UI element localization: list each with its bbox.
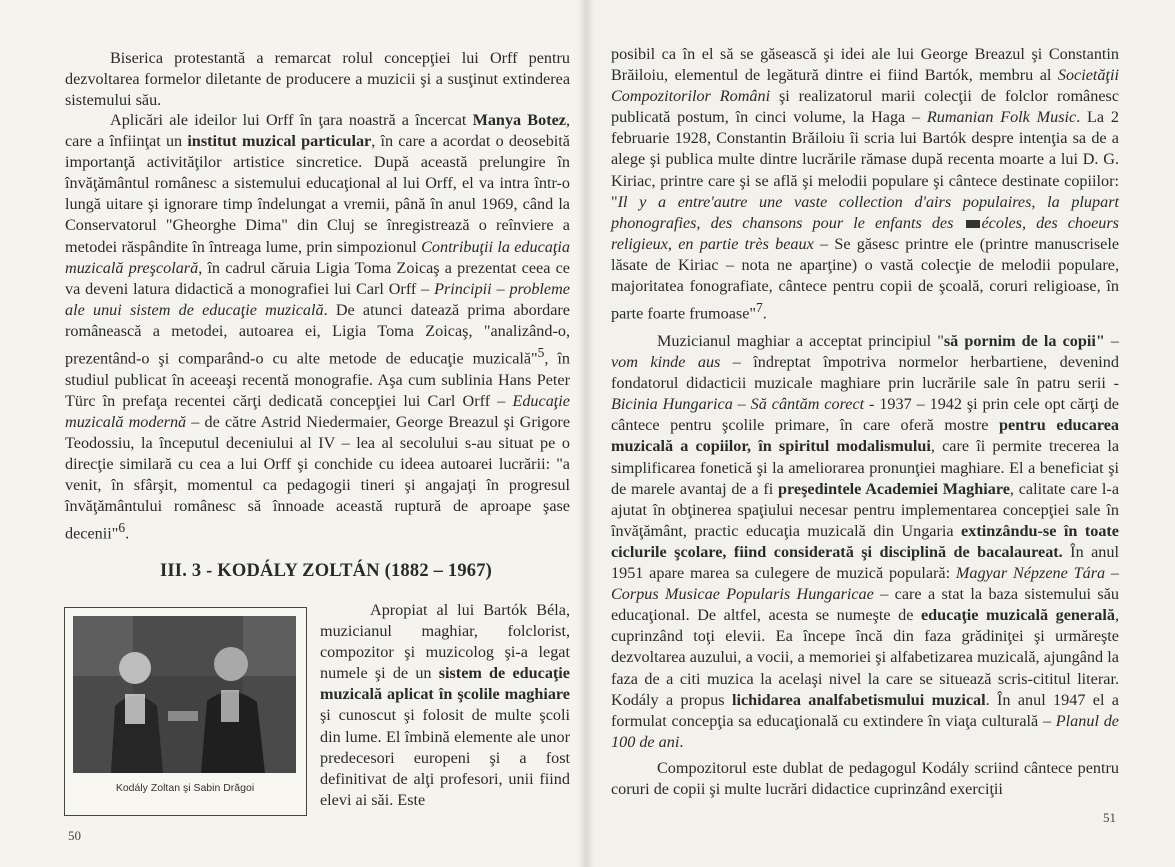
- paragraph-orff-romania: [65, 110, 570, 545]
- text: – îndreptat împotriva normelor herbartiene, devenind fondatorul didacticii muzicale maghiare prin lucrările sale în patru serii -: [611, 353, 1119, 393]
- bold-text: preşedintele Academiei Maghiare: [778, 479, 1010, 498]
- photo-figure: [64, 607, 307, 816]
- text: – Se găsesc printre ele (printre manuscrisele lăsate de Kiriac – nota ne aparţine) o vastă colecţie de melodii populare, majoritatea fonografiate, cântece pentru copii de şcoală, coruri religioase, în parte foarte frumoase": [611, 234, 1120, 323]
- page-number: 51: [1103, 810, 1116, 825]
- left-page: [0, 0, 585, 867]
- text: În anul 1951 apare marea sa culegere de muzică populară:: [611, 542, 1119, 583]
- italic-text: Rumanian Folk Music: [926, 108, 1077, 127]
- italic-text: Contribuţii la educaţia muzicală preşcolară: [65, 237, 570, 277]
- text: şi cunoscut şi folosit de multe şcoli din lume. El îmbină elemente ale unor predecesori europeni şi a fost definitivat de alţi profesori, unii fiind elevi ai săi. Este: [320, 706, 570, 809]
- text: Apropiat al lui Bartók Béla, muzicianul maghiar, folclorist, compozitor şi muzicolog şi-a legat numele şi de un: [320, 601, 570, 683]
- italic-text: écoles, des choeurs religieux, en partie très beaux: [611, 213, 1119, 253]
- paragraph-kodaly-composer: [611, 758, 1119, 800]
- paragraph-kodaly-principle: [611, 331, 1119, 753]
- bold-text: să pornim de la copii": [943, 332, 1105, 350]
- text: , cuprinzând toţi elevii. Ea începe încă din faza grădiniţei şi urmăreşte dezvoltarea auzului, a vocii, a memoriei şi alfabetizarea muzicală, ajungând la faza de a citi muzica la acelaşi nivel la care se situează scris-cititul literar. Kodály a propus: [611, 606, 1120, 709]
- bold-text: lichidarea analfabetismului muzical: [731, 690, 986, 709]
- paragraph-orff-protestant: [65, 48, 570, 111]
- photo-kodaly-dragoi: [73, 616, 296, 773]
- italic-text: Magyar Népzene Tára – Corpus Musicae Popularis Hungaricae: [611, 564, 1119, 604]
- text: . În anul 1947 el a formulat concepţia sa educaţională cu extindere în viaţa culturală –: [611, 690, 1119, 730]
- text: – care a stat la baza sistemului său educaţional. De altfel, acesta se numeşte de: [611, 585, 1119, 625]
- page-number: 50: [68, 828, 81, 843]
- text: Biserica protestantă a remarcat rolul concepţiei lui Orff pentru dezvoltarea formelor diletante de producere a muzicii şi a susţinut extinderea sistemului său.: [65, 49, 570, 110]
- book-gutter: [578, 0, 594, 867]
- text: , în studiul publicat în aceeaşi recentă monografie. Aşa cum sublinia Hans Peter Türc în prefaţa recentei cărţi dedicată concepţiei lui Carl Orff –: [65, 349, 570, 410]
- text: . De atunci datează prima abordare românească a metodei, autoarea ei, Ligia Toma Zoicaş, "analizând-o, prezentând-o şi comparând-o cu alte metode de educaţie muzicală": [65, 300, 570, 368]
- text: Compozitorul este dublat de pedagogul Kodály scriind cântece pentru coruri de copii şi multe lucrări didactice cuprinzând exerciţii: [611, 759, 1119, 799]
- italic-text: Bicinia Hungarica – Să cântăm corect: [611, 395, 865, 414]
- bold-text: Manya Botez: [472, 111, 566, 129]
- text: .: [762, 304, 767, 323]
- footnote-marker: 6: [118, 520, 126, 536]
- italic-text: vom kinde aus: [611, 353, 721, 372]
- text: – de către Astrid Niedermaier, George Breazul şi Grigore Teodossiu, la începutul deceniului al IV – lea al secolului s-au situat pe o direcţie similară cu cea a lui Orff şi conchide cu ideea autoarei lucrării: "a venit, în sfârşit, momentul ca pedagogii tineri şi angajaţi în progresul învăţământului românesc să înnoade această ruptură de aproape şase decenii": [65, 412, 570, 543]
- text: .: [125, 524, 130, 543]
- paragraph-kodaly-intro: [320, 600, 570, 811]
- italic-text: Principii – probleme ale unui sistem de educaţie muzicală: [65, 279, 570, 319]
- right-page: [585, 0, 1175, 867]
- bold-text: extinzându-se în toate ciclurile şcolare, fiind considerată şi disciplină de bacalaureat.: [611, 521, 1119, 561]
- text: şi realizatorul marii colecţii de folclor românesc publicată postum, în cinci volume, la Haga –: [611, 87, 1120, 127]
- text: .: [679, 732, 684, 751]
- text: Muzicianul maghiar a acceptat principiul ": [657, 332, 944, 350]
- text: –: [1104, 332, 1120, 350]
- section-heading: III. 3 - KODÁLY ZOLTÁN (1882 – 1967): [160, 561, 493, 581]
- text: , în cadrul căruia Ligia Toma Zoicaş a prezentat ceea ce va deveni latura didactică a monografiei lui Carl Orff –: [65, 258, 570, 298]
- text: . La 2 februarie 1928, Constantin Brăiloiu îi scria lui Bartók despre intenţia sa de a alege şi publica multe dintre lucrările rămase după recenta moarte a lui D. G. Kiriac, printre care şi se află şi melodii populare şi cântece destinate copiilor: ": [611, 108, 1119, 211]
- italic-text: Societăţii Compozitorilor Români: [611, 66, 1119, 106]
- italic-text: Planul de 100 de ani: [611, 711, 1119, 751]
- text: , calitate care l-a ajutat în obţinerea spaţiului necesar pentru implementarea concepţiei sale în învăţământ, practic educaţia muzicală din Ungaria: [611, 479, 1120, 540]
- bold-text: pentru educarea muzicală a copiilor, în spiritul modalismului: [611, 416, 1119, 456]
- text: - 1937 – 1942 şi prin cele opt cărţi de cântece pentru şcolile primare, în care oferă mostre: [611, 395, 1119, 435]
- bold-text: sistem de educaţie muzicală aplicat în şcolile maghiare: [320, 664, 570, 704]
- text: posibil ca în el să se găsească şi idei ale lui George Breazul şi Constantin Brăiloiu, elementul de legătură dintre ei fiind Bartók, membru al: [611, 45, 1119, 85]
- footnote-marker: 7: [756, 300, 763, 316]
- text: , în care a acordat o deosebită importanţă activităţilor artistice sincretice. După această prelungire în învăţământul românesc a sistemului educaţional al lui Orff, el va intra într-o lungă uitare şi ignorare timp îndelungat a vremii, până în anul 1969, când la Conservatorul "Gheorghe Dima" din Cluj se înregistrează o reînviere a metodei răspândite în întreaga lume, prin simpozionul: [65, 132, 570, 256]
- footnote-marker: 5: [537, 345, 545, 361]
- text: , care a înfiinţat un: [65, 111, 570, 151]
- italic-text: Il y a entre'autre une vaste collection d'airs populaires, la plupart phonografies, des chansons pour le enfants des: [611, 192, 1119, 232]
- bold-text: institut muzical particular: [187, 132, 372, 151]
- ink-blot: [966, 220, 980, 228]
- text: , care îi permite trecerea la simplificarea fonetică şi la ameliorarea pronunţiei maghiare. El a beneficiat şi de marele avantaj de a fi: [611, 437, 1120, 498]
- bold-text: educaţie muzicală generală: [920, 606, 1115, 625]
- text: Aplicări ale ideilor lui Orff în ţara noastră a încercat: [110, 111, 473, 129]
- italic-text: Educaţie muzicală modernă: [65, 391, 570, 431]
- photo-caption: Kodály Zoltan şi Sabin Drăgoi: [115, 782, 255, 794]
- paragraph-breazul-brailoiu: [611, 44, 1119, 325]
